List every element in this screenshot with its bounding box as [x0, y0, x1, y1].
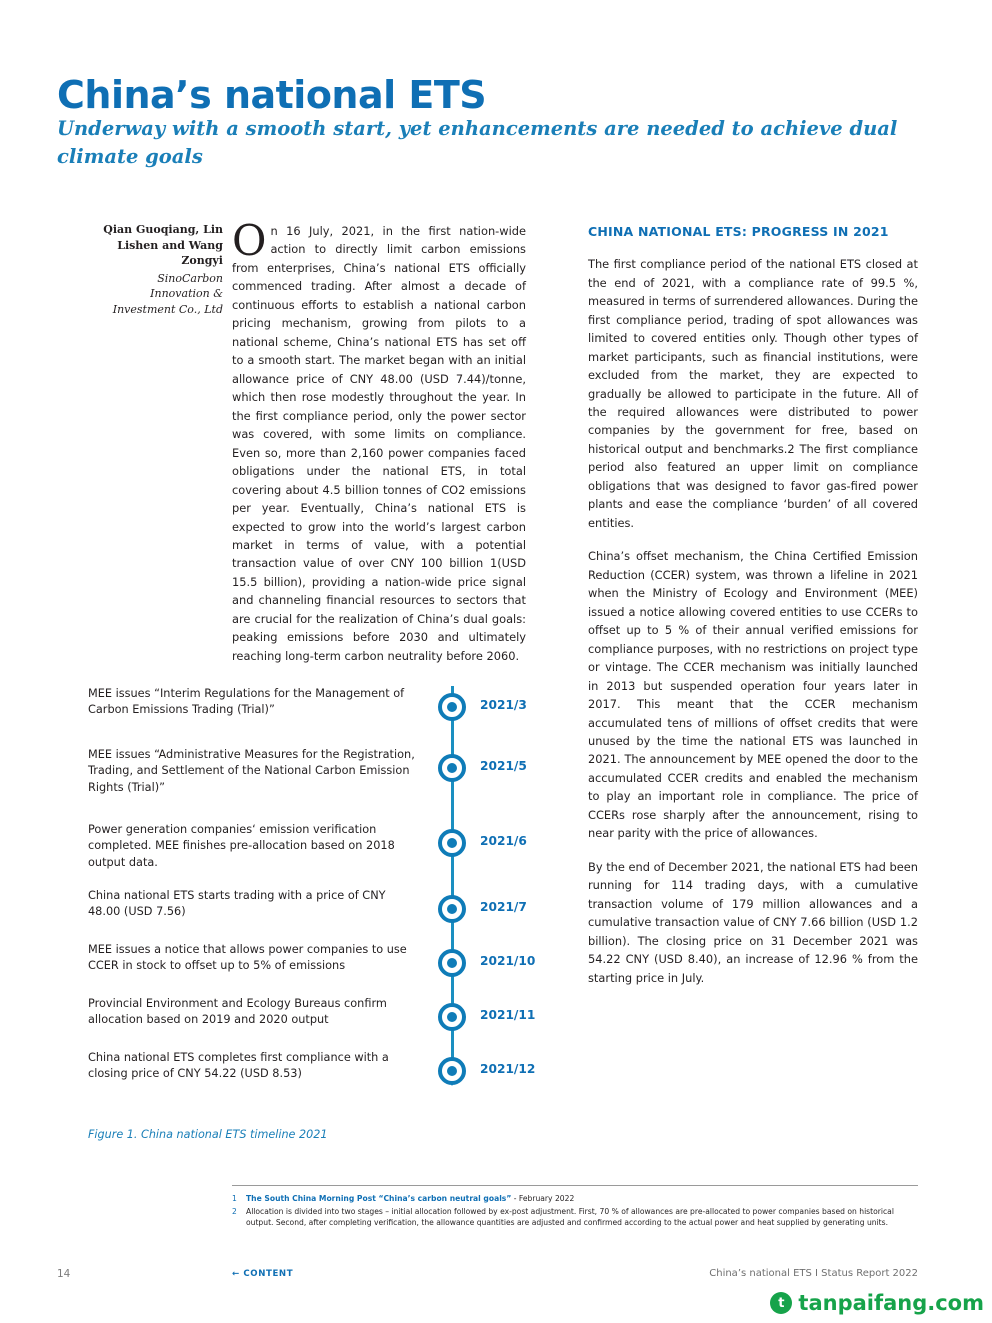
timeline-event-date: 2021/12 — [480, 1062, 536, 1076]
timeline-node-icon — [438, 754, 466, 782]
page-title: China’s national ETS — [57, 73, 487, 118]
right-column — [588, 222, 918, 1002]
footer-running-title: China’s national ETS I Status Report 2022 — [709, 1268, 918, 1279]
byline — [95, 222, 223, 318]
timeline-event — [88, 747, 548, 797]
right-paragraph-2: China’s offset mechanism, the China Certified Emission Reduction (CCER) system, was thrown a lifeline in 2021 when the Ministry of Ecology and Environment (MEE) issued a notice allowing covered entities to use CCERs to offset up to 5 % of their annual verified emissions for compliance purposes, with no restrictions on project type or vintage. The CCER mechanism was initially launched in 2013 but suspended operation four years later in 2017. This meant that the CCER mechanism accumulated tens of millions of offset credits that were unused by the time the national ETS was launched in 2021. The announcement by MEE opened the door to the accumulated CCER credits and enabled the mechanism to play an important role in compliance. The price of CCERs rose sharply after the announcement, rising to near parity with the price of allowances. — [588, 549, 918, 841]
timeline-node-icon — [438, 829, 466, 857]
ets-timeline-figure — [88, 686, 548, 1106]
footnote-link[interactable]: The South China Morning Post “China’s carbon neutral goals” — [246, 1194, 512, 1203]
timeline-event-date: 2021/5 — [480, 759, 527, 773]
timeline-event-date: 2021/11 — [480, 1008, 536, 1022]
timeline-event — [88, 1050, 548, 1100]
footer-content-link[interactable]: ← CONTENT — [232, 1269, 294, 1279]
timeline-event-text: Provincial Environment and Ecology Bureaus confirm allocation based on 2019 and 2020 output — [88, 997, 387, 1027]
footnote-tail: - February 2022 — [511, 1194, 575, 1203]
timeline-event-text: MEE issues “Administrative Measures for the Registration, Trading, and Settlement of the National Carbon Emission Rights (Trial)” — [88, 748, 415, 794]
watermark-badge-icon: t — [770, 1292, 792, 1314]
timeline-event-text: MEE issues “Interim Regulations for the Management of Carbon Emissions Trading (Trial)” — [88, 687, 405, 717]
byline-authors: Qian Guoqiang, Lin Lishen and Wang Zongyi — [103, 223, 223, 268]
timeline-event-text: China national ETS completes first compliance with a closing price of CNY 54.22 (USD 8.53) — [88, 1051, 389, 1081]
lead-paragraph: n 16 July, 2021, in the first nation-wide action to directly limit carbon emissions from enterprises, China’s national ETS officially commenced trading. After almost a decade of continuous efforts to establish a national carbon pricing mechanism, growing from pilots to a national scheme, China’s national ETS has set off to a smooth start. The market began with an initial allowance price of CNY 48.00 (USD 7.44)/tonne, which then rose modestly throughout the year. In the first compliance period, only the power sector was covered, with some limits on compliance. Even so, more than 2,160 power companies faced obligations under the national ETS, in total covering about 4.5 billion tonnes of CO2 emissions per year. Eventually, China’s national ETS is expected to grow into the world’s largest carbon market in terms of value, with a potential transaction value of over CNY 100 billion 1(USD 15.5 billion), providing a nation-wide price signal and channeling financial resources to sectors that are crucial for the realization of China’s dual goals: peaking emissions before 2030 and ultimately reaching long-term carbon neutrality before 2060. — [232, 224, 526, 663]
timeline-event-text: Power generation companies‘ emission verification completed. MEE finishes pre-allocation based on 2018 output data. — [88, 823, 395, 869]
timeline-event — [88, 996, 548, 1046]
footnote-text: Allocation is divided into two stages – initial allocation followed by ex-post adjustment. First, 70 % of allowances are pre-allocated to power companies based on historical output. Second, after completing verification, the allowance quantities are adjusted and confirmed according to the actual power and heat supplied by generating units. — [246, 1206, 894, 1227]
timeline-node-icon — [438, 895, 466, 923]
timeline-event-text: China national ETS starts trading with a price of CNY 48.00 (USD 7.56) — [88, 889, 386, 919]
timeline-node-icon — [438, 1003, 466, 1031]
page-subtitle: Underway with a smooth start, yet enhancements are needed to achieve dual climate goals — [57, 117, 898, 169]
figure-caption: Figure 1. China national ETS timeline 2021 — [88, 1128, 328, 1141]
footnote-item — [232, 1207, 918, 1229]
footnote-number: 2 — [232, 1206, 237, 1216]
timeline-event-date: 2021/7 — [480, 900, 527, 914]
timeline-node-icon — [438, 1057, 466, 1085]
watermark-text: tanpaifang.com — [798, 1291, 984, 1315]
timeline-event-date: 2021/10 — [480, 954, 536, 968]
footer-page-number: 14 — [57, 1268, 71, 1280]
footnote-item — [232, 1194, 918, 1205]
timeline-event-date: 2021/3 — [480, 698, 527, 712]
byline-affiliation: SinoCarbon Innovation & Investment Co., Ltd — [112, 271, 223, 317]
watermark — [770, 1291, 984, 1315]
timeline-event-text: MEE issues a notice that allows power companies to use CCER in stock to offset up to 5% of emissions — [88, 943, 407, 973]
right-paragraph-3: By the end of December 2021, the national ETS had been running for 114 trading days, with a cumulative transaction volume of 179 million allowances and a cumulative transaction value of CNY 7.66 billion (USD 1.2 billion). The closing price on 31 December 2021 was 54.22 CNY (USD 8.40), an increase of 12.96 % from the starting price in July. — [588, 859, 918, 985]
footnote-number: 1 — [232, 1194, 237, 1203]
left-column — [232, 216, 526, 665]
timeline-event-date: 2021/6 — [480, 834, 527, 848]
footnotes — [232, 1185, 918, 1230]
timeline-event — [88, 942, 548, 992]
timeline-event — [88, 888, 548, 938]
drop-cap: O — [232, 216, 267, 265]
right-paragraph-1: The first compliance period of the national ETS closed at the end of 2021, with a compliance rate of 99.5 %, measured in terms of surrendered allowances. During the first compliance period, trading of spot allowances was limited to covered entities only. Though other types of market participants, such as financial institutions, were excluded from the market, they are expected to gradually be allowed to participate in the future. All of the required allowances were distributed to power companies by the government for free, based on historical output and benchmarks.2 The first compliance period also featured an upper limit on compliance obligations that was designed to favor gas-fired power plants and ease the compliance ‘burden’ of all covered entities. — [588, 257, 918, 530]
timeline-node-icon — [438, 949, 466, 977]
section-heading: CHINA NATIONAL ETS: PROGRESS IN 2021 — [588, 224, 889, 239]
timeline-event — [88, 686, 548, 736]
timeline-node-icon — [438, 693, 466, 721]
timeline-event — [88, 822, 548, 872]
